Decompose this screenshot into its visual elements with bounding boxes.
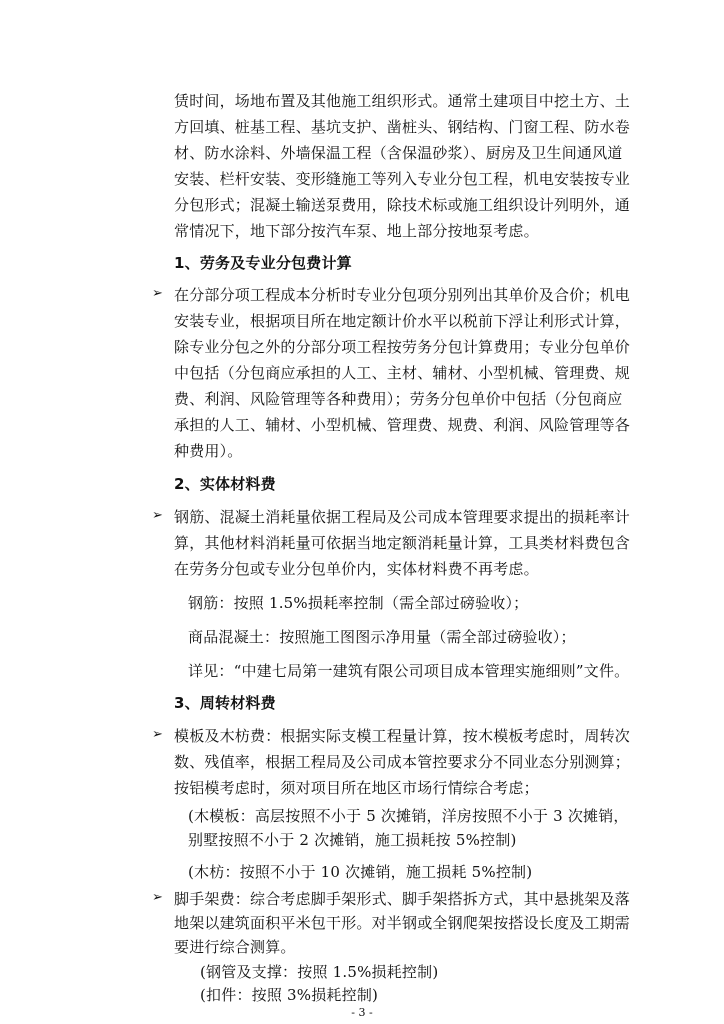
s3a-line-3: 按铝模考虑时，须对项目所在地区市场行情综合考虑；	[174, 779, 539, 797]
intro-line-5: 分包形式；混凝土输送泵费用，除技术标或施工组织设计列明外，通	[174, 196, 631, 214]
arrow-bullet-icon: ➢	[152, 286, 163, 301]
intro-line-4: 安装、栏杆安装、变形缝施工等列入专业分包工程，机电安装按专业	[174, 170, 631, 188]
intro-line-3: 材、防水涂料、外墙保温工程（含保温砂浆）、厨房及卫生间通风道	[174, 144, 623, 162]
s1-line-7: 种费用）。	[174, 442, 243, 460]
section-1-heading: 1、劳务及专业分包费计算	[174, 254, 352, 272]
s1-line-1: 在分部分项工程成本分析时专业分包项分别列出其单价及合价；机电	[174, 286, 631, 304]
arrow-bullet-icon: ➢	[152, 508, 163, 523]
s3b-note-steel-pipe: (钢管及支撑：按照 1.5%损耗控制)	[200, 963, 439, 981]
s2-line-2: 算，其他材料消耗量可依据当地定额消耗量计算，工具类材料费包含	[174, 534, 631, 552]
s2-item-concrete: 商品混凝土：按照施工图图示净用量（需全部过磅验收）；	[188, 628, 576, 646]
s1-line-5: 费、利润、风险管理等各种费用）；劳务分包单价中包括（分包商应	[174, 390, 623, 408]
page-number: - 3 -	[351, 1006, 373, 1019]
s3b-line-3: 要进行综合测算。	[174, 938, 296, 956]
arrow-bullet-icon: ➢	[152, 890, 163, 905]
s3a-line-2: 数、残值率，根据工程局及公司成本管控要求分不同业态分别测算；	[174, 753, 631, 771]
section-2-heading: 2、实体材料费	[174, 475, 276, 493]
s2-line-3: 在劳务分包或专业分包单价内，实体材料费不再考虑。	[174, 560, 539, 578]
s1-line-3: 除专业分包之外的分部分项工程按劳务分包计算费用；专业分包单价	[174, 338, 631, 356]
s3a-note-timber: (木枋：按照不小于 10 次摊销，施工损耗 5%控制)	[188, 863, 533, 881]
s1-line-4: 中包括（分包商应承担的人工、主材、辅材、小型机械、管理费、规	[174, 364, 631, 382]
intro-line-6: 常情况下，地下部分按汽车泵、地上部分按地泵考虑。	[174, 222, 539, 240]
intro-line-2: 方回填、桩基工程、基坑支护、凿桩头、钢结构、门窗工程、防水卷	[174, 118, 631, 136]
s2-line-1: 钢筋、混凝土消耗量依据工程局及公司成本管理要求提出的损耗率计	[174, 508, 631, 526]
s3b-line-1: 脚手架费：综合考虑脚手架形式、脚手架搭拆方式，其中悬挑架及落	[174, 890, 631, 908]
s2-item-rebar: 钢筋：按照 1.5%损耗率控制（需全部过磅验收）；	[188, 594, 529, 612]
section-3-heading: 3、周转材料费	[174, 694, 276, 712]
s3b-line-2: 地架以建筑面积平米包干形。对半钢或全钢爬架按搭设长度及工期需	[174, 914, 631, 932]
s3a-line-1: 模板及木枋费：根据实际支模工程量计算，按木模板考虑时，周转次	[174, 727, 631, 745]
s2-item-reference: 详见：“中建七局第一建筑有限公司项目成本管理实施细则”文件。	[188, 662, 630, 680]
arrow-bullet-icon: ➢	[152, 727, 163, 742]
s3a-note-formwork-1: (木模板：高层按照不小于 5 次摊销，洋房按照不小于 3 次摊销，	[188, 807, 629, 825]
s1-line-2: 安装专业，根据项目所在地定额计价水平以税前下浮让利形式计算，	[174, 312, 631, 330]
s1-line-6: 承担的人工、辅材、小型机械、管理费、规费、利润、风险管理等各	[174, 416, 631, 434]
s3a-note-formwork-2: 别墅按照不小于 2 次摊销，施工损耗按 5%控制)	[188, 831, 517, 849]
s3b-note-fastener: (扣件：按照 3%损耗控制)	[200, 986, 379, 1004]
intro-line-1: 赁时间，场地布置及其他施工组织形式。通常土建项目中挖土方、土	[174, 92, 631, 110]
